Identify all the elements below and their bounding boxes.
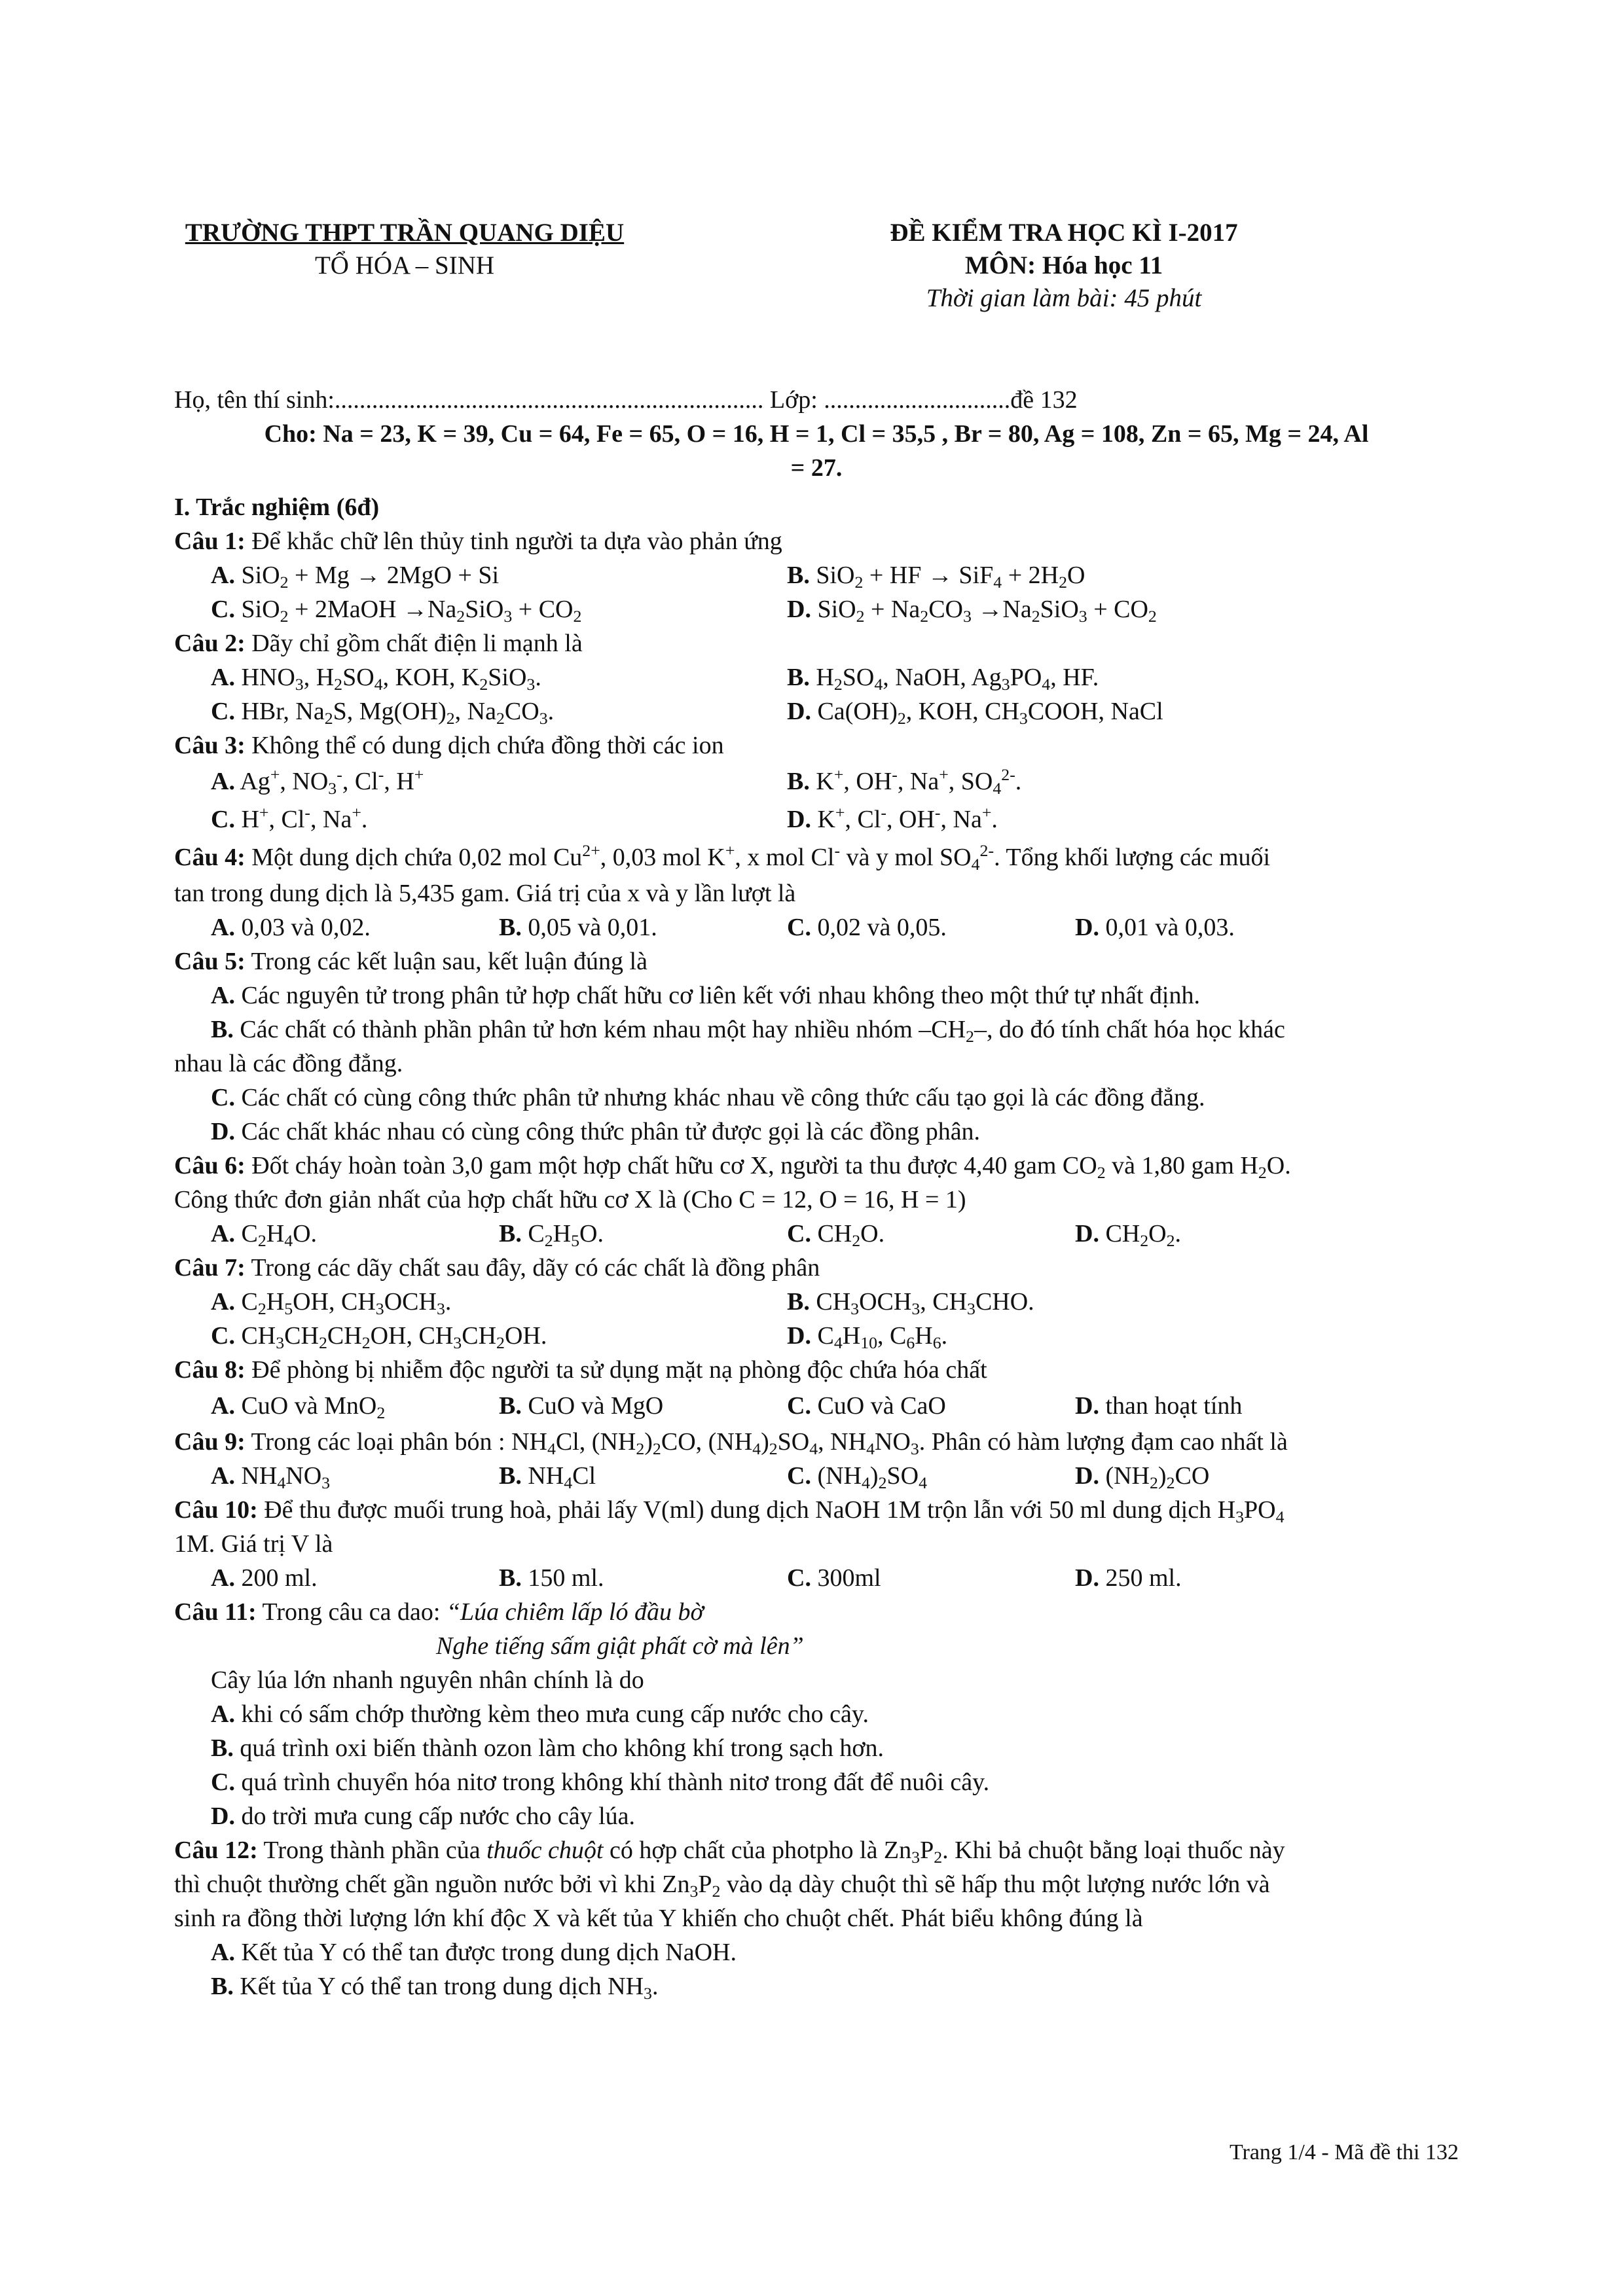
question-12: Câu 12: Trong thành phần của thuốc chuột có hợp chất của photpho là $Zn_3P_2$. Khi bả chuột bằng loại thuốc này bbox=[174, 1837, 1285, 1867]
option-b-continued: nhau là các đồng đẳng. bbox=[174, 1050, 403, 1077]
question-10-options bbox=[174, 1561, 1459, 1595]
student-info-line: Họ, tên thí sinh:..................................................................... Lớp: ..............................đề 132 bbox=[174, 386, 1078, 414]
option-c: C. Các chất có cùng công thức phân tử nhưng khác nhau về công thức cấu tạo gọi là các đồng đẳng. bbox=[211, 1084, 1205, 1111]
option-a: A. $HNO_3$, $H_2SO_4$, KOH, $K_2SiO_3$. bbox=[211, 664, 541, 694]
option-d: D. K+, Cl-, OH-, Na+. bbox=[787, 802, 998, 833]
verse-line-2: Nghe tiếng sấm giật phất cờ mà lên” bbox=[436, 1632, 804, 1660]
option-d: D. $CH_2O_2$. bbox=[1075, 1220, 1182, 1251]
question-label: Câu 12: bbox=[174, 1837, 258, 1864]
question-3-options-row-2 bbox=[174, 800, 1459, 838]
question-text: Dãy chỉ gồm chất điện li mạnh là bbox=[245, 630, 583, 657]
option-d: D. 250 ml. bbox=[1075, 1564, 1182, 1592]
question-label: Câu 6: bbox=[174, 1152, 246, 1179]
option-d: D. $SiO_2 + Na_2CO_3 \to Na_2SiO_3 + CO_2$ bbox=[787, 596, 1157, 626]
question-7-options-row-1 bbox=[174, 1285, 1459, 1319]
question-1 bbox=[174, 524, 1459, 558]
question-10: Câu 10: Để thu được muối trung hoà, phải lấy V(ml) dung dịch NaOH 1M trộn lẫn với 50 ml dung dịch $H_3PO_4$ bbox=[174, 1496, 1285, 1527]
option-b: B. K+, OH-, Na+, $SO_4^{2-}$. bbox=[787, 764, 1022, 798]
option-a: A. 0,03 và 0,02. bbox=[211, 914, 371, 941]
question-6-options bbox=[174, 1217, 1459, 1251]
option-c: C. quá trình chuyển hóa nitơ trong không khí thành nitơ trong đất để nuôi cây. bbox=[211, 1768, 990, 1796]
option-a: A. $NH_4NO_3$ bbox=[211, 1462, 331, 1493]
question-7 bbox=[174, 1251, 1459, 1285]
option-a: A. Ag+, $NO_3^-$, Cl-, H+ bbox=[211, 764, 424, 798]
atomic-masses-line: Cho: Na = 23, K = 39, Cu = 64, Fe = 65, O = 16, H = 1, Cl = 35,5 , Br = 80, Ag = 108, Zn = 65, Mg = 24, Al bbox=[264, 420, 1369, 448]
option-d: D. $Ca(OH)_2$, KOH, $CH_3COOH$, NaCl bbox=[787, 698, 1163, 728]
question-2 bbox=[174, 626, 1459, 660]
option-b: B. CuO và MgO bbox=[499, 1392, 664, 1420]
option-b: B. Các chất có thành phần phân tử hơn kém nhau một hay nhiều nhóm $-CH_2-$, do đó tính chất hóa học khác bbox=[211, 1016, 1285, 1047]
question-10-line-2: 1M. Giá trị V là bbox=[174, 1530, 333, 1558]
question-9-options bbox=[174, 1459, 1459, 1493]
option-a: A. Các nguyên tử trong phân tử hợp chất hữu cơ liên kết với nhau không theo một thứ tự nhất định. bbox=[211, 982, 1200, 1009]
option-c: C. $(NH_4)_2SO_4$ bbox=[787, 1462, 927, 1493]
option-a: A. SiO$_2$ + Mg → 2MgO + Si bbox=[211, 562, 500, 592]
question-label: Câu 8: bbox=[174, 1356, 246, 1384]
question-12-line-3: sinh ra đồng thời lượng lớn khí độc X và kết tủa Y khiến cho chuột chết. Phát biểu không đúng là bbox=[174, 1905, 1143, 1932]
option-d: D. Các chất khác nhau có cùng công thức phân tử được gọi là các đồng phân. bbox=[211, 1118, 981, 1145]
page-footer: Trang 1/4 - Mã đề thi 132 bbox=[1229, 2140, 1459, 2164]
question-2-options-row-1 bbox=[174, 660, 1459, 694]
section-title: I. Trắc nghiệm (6đ) bbox=[174, 493, 380, 521]
question-6: Câu 6: Đốt cháy hoàn toàn 3,0 gam một hợp chất hữu cơ X, người ta thu được 4,40 gam $CO_2$ và 1,80 gam $H_2O$. bbox=[174, 1152, 1291, 1183]
question-11: Câu 11: Trong câu ca dao: “Lúa chiêm lấp ló đầu bờ bbox=[174, 1598, 704, 1626]
question-9: Câu 9: Trong các loại phân bón : $NH_4Cl$, $(NH_2)_2CO$, $(NH_4)_2SO_4$, $NH_4NO_3$. Phân có hàm lượng đạm cao nhất là bbox=[174, 1428, 1288, 1459]
question-4-options bbox=[174, 910, 1459, 944]
question-7-options-row-2 bbox=[174, 1319, 1459, 1353]
question-12-line-2: thì chuột thường chết gần nguồn nước bởi vì khi $Zn_3P_2$ vào dạ dày chuột thì sẽ hấp thu một lượng nước lớn và bbox=[174, 1871, 1270, 1901]
question-3-options-row-1 bbox=[174, 762, 1459, 800]
exam-subject: MÔN: Hóa học 11 bbox=[964, 251, 1163, 279]
option-b: B. $H_2SO_4$, NaOH, $Ag_3PO_4$, HF. bbox=[787, 664, 1099, 694]
option-b: B. $C_2H_5O$. bbox=[499, 1220, 604, 1251]
question-6-line-2: Công thức đơn giản nhất của hợp chất hữu cơ X là (Cho C = 12, O = 16, H = 1) bbox=[174, 1186, 966, 1213]
option-b: B. 150 ml. bbox=[499, 1564, 604, 1592]
question-label: Câu 1: bbox=[174, 528, 246, 555]
option-d: D. 0,01 và 0,03. bbox=[1075, 914, 1235, 941]
question-label: Câu 4: bbox=[174, 844, 246, 871]
exam-title: ĐỀ KIỂM TRA HỌC KÌ I-2017 bbox=[890, 219, 1238, 247]
option-b: B. quá trình oxi biến thành ozon làm cho không khí trong sạch hơn. bbox=[211, 1734, 884, 1762]
question-label: Câu 5: bbox=[174, 948, 246, 975]
option-d: D. $C_4H_{10}$, $C_6H_6$. bbox=[787, 1322, 948, 1353]
option-d: D. do trời mưa cung cấp nước cho cây lúa. bbox=[211, 1803, 636, 1830]
option-d: D. $(NH_2)_2CO$ bbox=[1075, 1462, 1210, 1493]
option-c: C. CuO và CaO bbox=[787, 1392, 946, 1420]
option-c: C. SiO$_2$ + 2MaOH $\to Na_2SiO_3 + CO_2$ bbox=[211, 596, 582, 626]
option-a: A. $C_2H_4O$. bbox=[211, 1220, 318, 1251]
exam-time: Thời gian làm bài: 45 phút bbox=[926, 284, 1202, 312]
atomic-masses-line-2: = 27. bbox=[790, 454, 843, 482]
question-label: Câu 9: bbox=[174, 1428, 246, 1456]
question-4: Câu 4: Một dung dịch chứa 0,02 mol $Cu^{2+}$, 0,03 mol K+, x mol Cl- và y mol $SO_4^{2-}$. Tổng khối lượng các muối bbox=[174, 840, 1271, 874]
question-8-options bbox=[174, 1387, 1459, 1425]
option-c: C. H+, Cl-, Na+. bbox=[211, 802, 368, 833]
question-text: Trong các kết luận sau, kết luận đúng là bbox=[245, 948, 647, 975]
school-name: TRƯỜNG THPT TRẦN QUANG DIỆU bbox=[185, 219, 625, 247]
exam-body bbox=[174, 383, 1459, 2003]
option-c: C. $CH_2O$. bbox=[787, 1220, 885, 1251]
option-c: C. $CH_3CH_2CH_2OH$, $CH_3CH_2OH$. bbox=[211, 1322, 547, 1353]
question-2-options-row-2 bbox=[174, 694, 1459, 728]
option-d: D. than hoạt tính bbox=[1075, 1392, 1243, 1420]
question-label: Câu 11: bbox=[174, 1598, 257, 1626]
option-b: B. Kết tủa Y có thể tan trong dung dịch $NH_3$. bbox=[211, 1973, 659, 2003]
option-b: B. 0,05 và 0,01. bbox=[499, 914, 657, 941]
option-b: B. SiO$_2$ + HF → $SiF_4 + 2H_2O$ bbox=[787, 562, 1085, 592]
option-a: A. 200 ml. bbox=[211, 1564, 318, 1592]
option-a: A. $C_2H_5OH$, $CH_3OCH_3$. bbox=[211, 1288, 452, 1319]
option-b: B. $CH_3OCH_3$, $CH_3CHO$. bbox=[787, 1288, 1034, 1319]
option-b: B. $NH_4Cl$ bbox=[499, 1462, 596, 1493]
question-label: Câu 3: bbox=[174, 732, 246, 759]
option-a: A. Kết tủa Y có thể tan được trong dung dịch NaOH. bbox=[211, 1939, 737, 1966]
question-label: Câu 7: bbox=[174, 1254, 246, 1282]
question-text: Không thể có dung dịch chứa đồng thời các ion bbox=[245, 732, 724, 759]
verse-line-1: “Lúa chiêm lấp ló đầu bờ bbox=[446, 1598, 704, 1626]
option-c: C. 0,02 và 0,05. bbox=[787, 914, 947, 941]
option-a: A. CuO và MnO$_2$ bbox=[211, 1392, 386, 1423]
question-text: Trong các dãy chất sau đây, dãy có các chất là đồng phân bbox=[245, 1254, 820, 1282]
option-c: C. 300ml bbox=[787, 1564, 881, 1592]
question-text: Để phòng bị nhiễm độc người ta sử dụng mặt nạ phòng độc chứa hóa chất bbox=[245, 1356, 987, 1384]
question-11-stem: Cây lúa lớn nhanh nguyên nhân chính là do bbox=[211, 1666, 644, 1694]
question-1-options-row-2 bbox=[174, 592, 1459, 626]
question-text: Để khắc chữ lên thủy tinh người ta dựa vào phản ứng bbox=[245, 528, 782, 555]
question-3 bbox=[174, 728, 1459, 762]
question-8 bbox=[174, 1353, 1459, 1387]
question-label: Câu 2: bbox=[174, 630, 246, 657]
option-a: A. khi có sấm chớp thường kèm theo mưa cung cấp nước cho cây. bbox=[211, 1700, 869, 1728]
question-4-line-2: tan trong dung dịch là 5,435 gam. Giá trị của x và y lần lượt là bbox=[174, 880, 796, 907]
question-1-options-row-1 bbox=[174, 558, 1459, 592]
question-label: Câu 10: bbox=[174, 1496, 258, 1524]
department-name: TỔ HÓA – SINH bbox=[314, 251, 495, 279]
question-5 bbox=[174, 944, 1459, 978]
option-c: C. HBr, $Na_2S$, $Mg(OH)_2$, $Na_2CO_3$. bbox=[211, 698, 555, 728]
